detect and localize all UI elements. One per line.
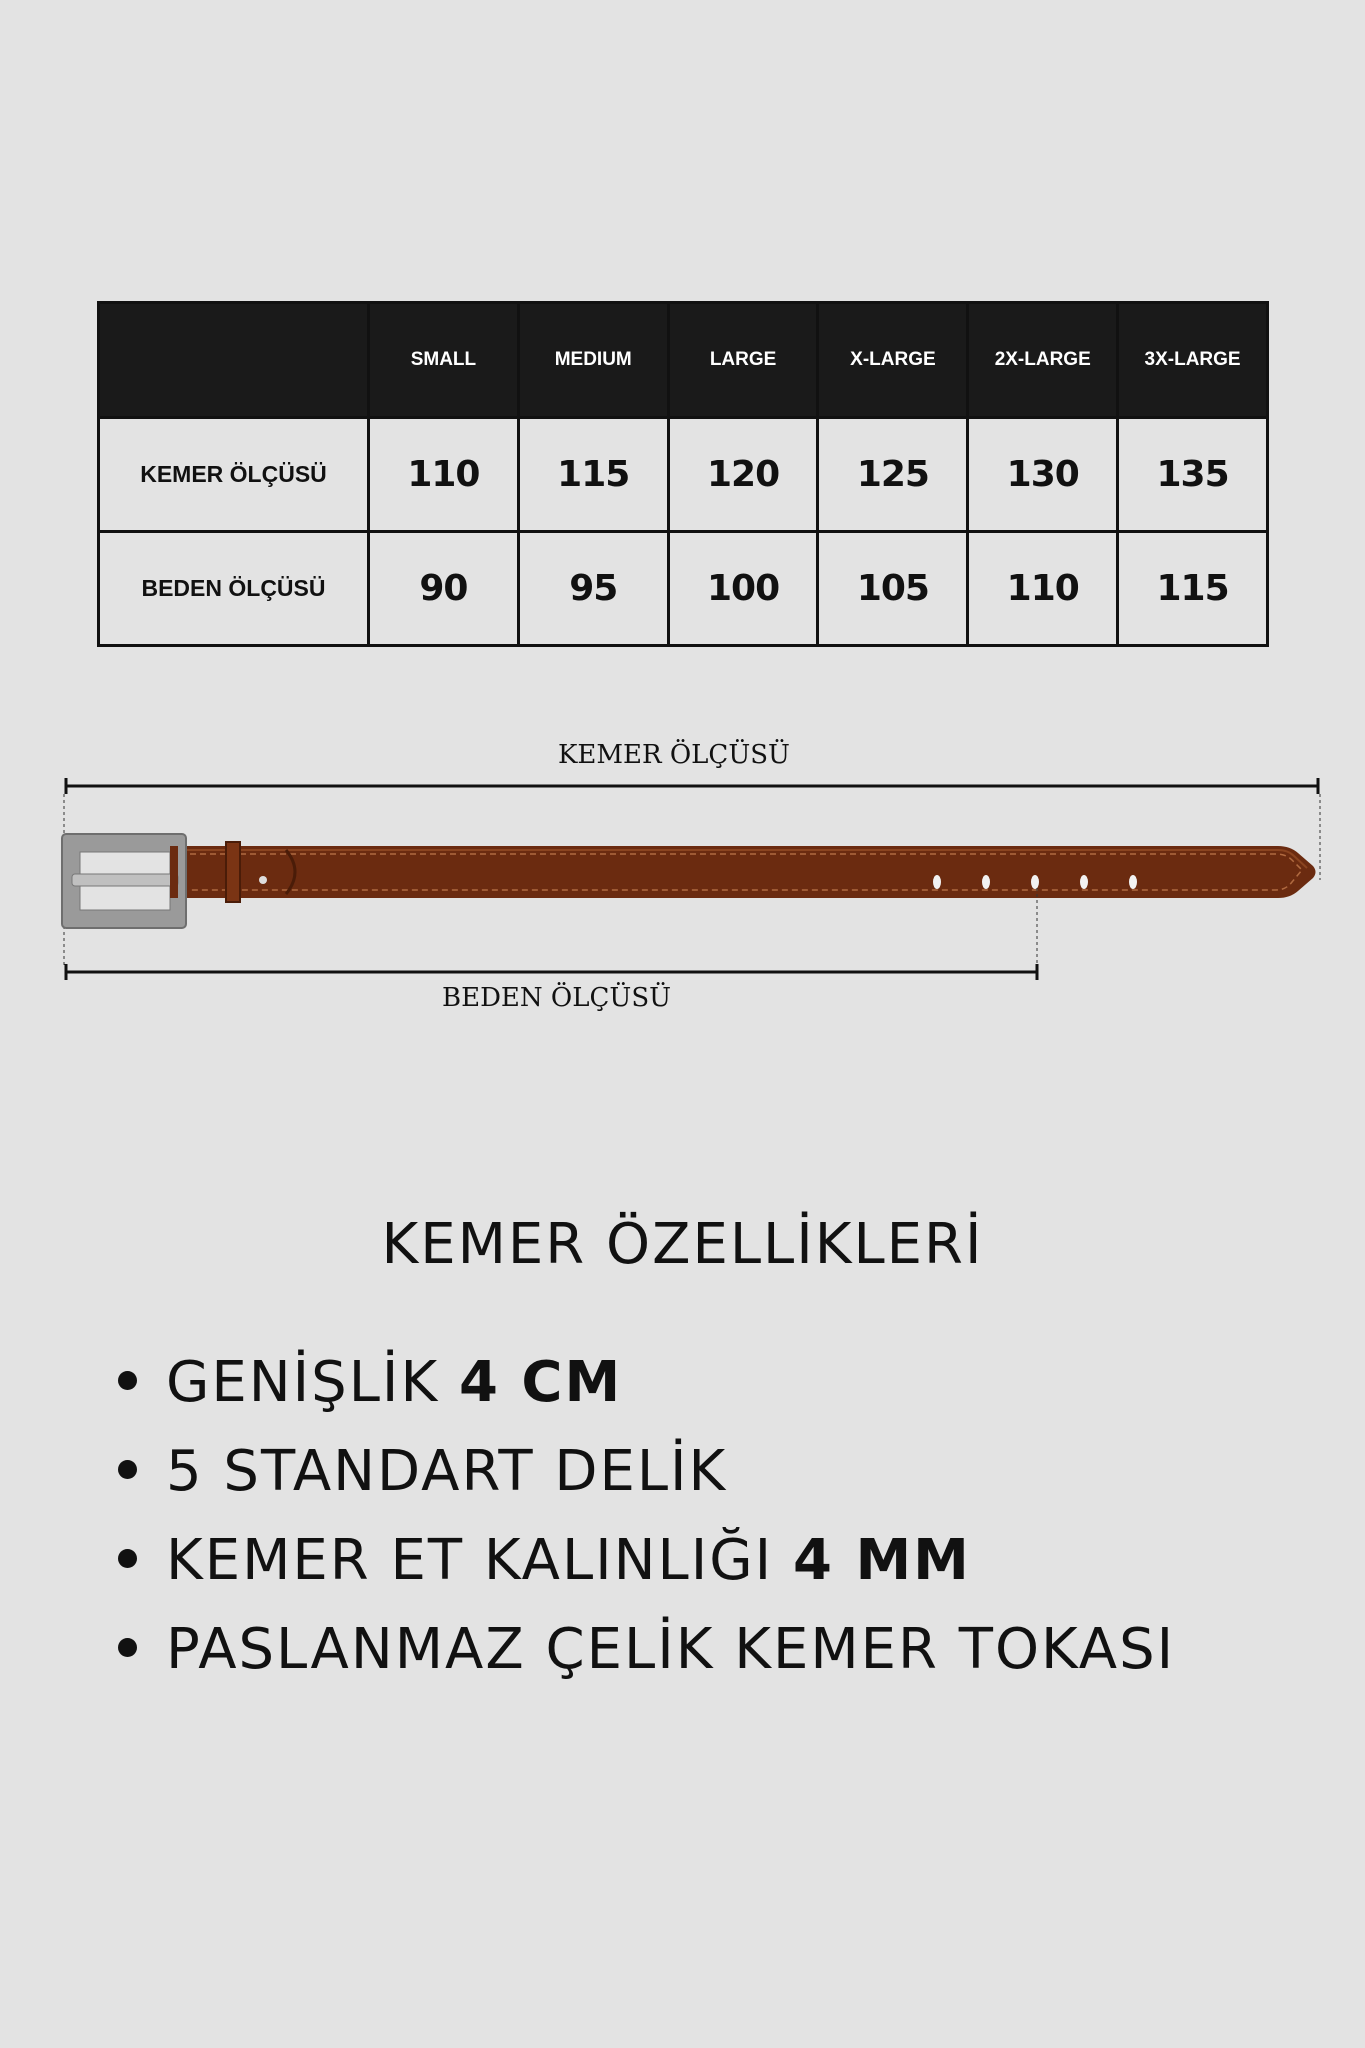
belt-hole: [982, 875, 990, 889]
belt-length-label: KEMER ÖLÇÜSÜ: [558, 740, 790, 770]
size-chart-table: [97, 301, 1269, 647]
belt-hole: [1080, 875, 1088, 889]
size-header-row: [99, 303, 1268, 418]
size-header-large: LARGE: [668, 303, 818, 418]
belt-hole: [1031, 875, 1039, 889]
features-list: [118, 1338, 1175, 1694]
size-header-3x-large: 3X-LARGE: [1118, 303, 1268, 418]
feature-text: KEMER ET KALINLIĞI: [166, 1528, 793, 1593]
features-title: KEMER ÖZELLİKLERİ: [381, 1212, 984, 1277]
table-cell: 105: [818, 532, 968, 646]
waist-length-label: BEDEN ÖLÇÜSÜ: [442, 983, 672, 1013]
size-header-2x-large: 2X-LARGE: [968, 303, 1118, 418]
table-cell: 110: [369, 418, 519, 532]
table-cell: 125: [818, 418, 968, 532]
row-label-belt-size: KEMER ÖLÇÜSÜ: [99, 418, 369, 532]
buckle-icon: [62, 834, 186, 928]
bullet-icon: [118, 1460, 137, 1479]
table-cell: 95: [518, 532, 668, 646]
bullet-icon: [118, 1371, 137, 1390]
bullet-icon: [118, 1549, 137, 1568]
bullet-icon: [118, 1638, 137, 1657]
table-cell: 135: [1118, 418, 1268, 532]
table-cell: 100: [668, 532, 818, 646]
size-table-corner: [99, 303, 369, 418]
belt-hole: [933, 875, 941, 889]
list-item: [118, 1516, 1175, 1605]
feature-value: 4 MM: [792, 1528, 971, 1593]
table-row-waist-size: [99, 532, 1268, 646]
table-cell: 90: [369, 532, 519, 646]
belt-hole: [1129, 875, 1137, 889]
feature-text: 5 STANDART DELİK: [166, 1439, 728, 1504]
list-item: [118, 1427, 1175, 1516]
table-row-belt-size: [99, 418, 1268, 532]
size-header-medium: MEDIUM: [518, 303, 668, 418]
size-header-x-large: X-LARGE: [818, 303, 968, 418]
size-header-small: SMALL: [369, 303, 519, 418]
list-item: [118, 1338, 1175, 1427]
table-cell: 130: [968, 418, 1118, 532]
row-label-waist-size: BEDEN ÖLÇÜSÜ: [99, 532, 369, 646]
table-cell: 115: [518, 418, 668, 532]
table-cell: 110: [968, 532, 1118, 646]
feature-value: 4 CM: [458, 1350, 623, 1415]
feature-text: GENİŞLİK: [166, 1350, 459, 1415]
feature-text: PASLANMAZ ÇELİK KEMER TOKASI: [166, 1617, 1176, 1682]
list-item: [118, 1605, 1175, 1694]
table-cell: 115: [1118, 532, 1268, 646]
table-cell: 120: [668, 418, 818, 532]
belt-measurement-diagram: [0, 760, 1365, 980]
